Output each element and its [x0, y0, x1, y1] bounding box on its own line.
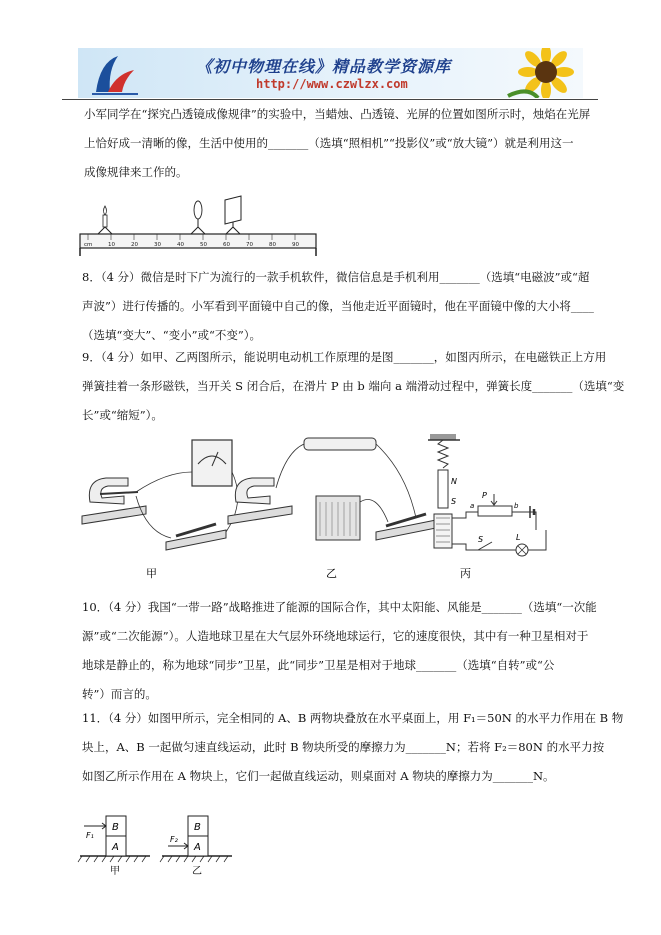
ruler-tick-label: cm [84, 242, 93, 248]
question-line: 10．（4 分）我国“一带一路”战略推进了能源的国际合作，其中太阳能、风能是_______（选填“一次能 [82, 600, 597, 614]
force-f2-label: F₂ [170, 835, 178, 844]
logo-icon [90, 52, 140, 96]
block-b-label: B [194, 822, 201, 833]
ruler-tick-label: 40 [177, 242, 184, 248]
question-line: 成像规律来工作的。 [84, 165, 188, 179]
question-line: （选填“变大”、“变小”或“不变”）。 [82, 328, 262, 342]
force-f1-label: F₁ [86, 831, 94, 840]
slider-p-label: P [482, 491, 487, 500]
blocks-label-jia: 甲 [110, 866, 120, 877]
question-7 [84, 100, 604, 187]
block-b-label: B [112, 822, 119, 833]
question-11 [62, 704, 624, 791]
lamp-l-label: L [516, 533, 521, 542]
question-line: 转”）而言的。 [82, 687, 157, 701]
switch-s-label: S [478, 535, 484, 544]
question-10 [62, 593, 604, 709]
magnet-pole-n: N [451, 477, 457, 486]
ruler-tick-label: 70 [246, 242, 253, 248]
site-name: 《初中物理在线》精品教学资源库 [196, 57, 452, 76]
question-9 [62, 343, 625, 430]
question-line: 上恰好成一清晰的像，生活中使用的_______（选填“照相机”“投影仪”或“放大镜”）就是利用这一 [84, 136, 574, 150]
question-line: 9．（4 分）如甲、乙两图所示，能说明电动机工作原理的是图_______，如图丙所示，在电磁铁正上方用 [82, 350, 607, 364]
question-line: 小军同学在“探究凸透镜成像规律”的实验中，当蜡烛、凸透镜、光屏的位置如图所示时，烛焰在光屏 [84, 107, 591, 121]
question-line: 块上，A、B 一起做匀速直线运动，此时 B 物块所受的摩擦力为_______N；若将 F₂＝80N 的水平力按 [82, 740, 605, 754]
figure-label-bing: 丙 [460, 567, 471, 580]
ruler-tick-label: 20 [131, 242, 138, 248]
candle-icon [98, 206, 112, 234]
magnet-pole-s: S [451, 497, 457, 506]
question-8 [62, 263, 604, 350]
question-line: 如图乙所示作用在 A 物块上，它们一起做直线运动，则桌面对 A 物块的摩擦力为_______N。 [82, 769, 555, 783]
question-line: 地球是静止的，称为地球“同步”卫星，此“同步”卫星是相对于地球_______（选填“自转”或“公 [82, 658, 555, 672]
sunflower-icon [508, 48, 583, 98]
ruler-tick-label: 80 [269, 242, 276, 248]
question-line: 11．（4 分）如图甲所示，完全相同的 A、B 两物块叠放在水平桌面上，用 F₁＝50N 的水平力作用在 B 物 [82, 711, 624, 725]
figure-label-yi: 乙 [326, 567, 337, 580]
stacked-blocks-figure [78, 804, 238, 880]
light-screen-icon [225, 196, 241, 234]
header-banner [78, 48, 583, 98]
block-a-label: A [194, 842, 201, 853]
optical-bench-figure [78, 196, 318, 258]
figure-jia [82, 440, 238, 580]
site-url[interactable]: http://www.czwlzx.com [256, 77, 408, 91]
ruler-tick-label: 30 [154, 242, 161, 248]
convex-lens-icon [191, 201, 205, 234]
blocks-label-yi: 乙 [192, 866, 202, 877]
block-a-label: A [112, 842, 119, 853]
ruler-tick-label: 90 [292, 242, 299, 248]
ruler-tick-label: 50 [200, 242, 207, 248]
question-line: 8．（4 分）微信是时下广为流行的一款手机软件，微信信息是手机利用_______（选填“电磁波”或“超 [82, 270, 590, 284]
end-b-label: b [514, 502, 519, 510]
question-line: 声波”）进行传播的。小军看到平面镜中自己的像，当他走近平面镜时，他在平面镜中像的大小将____ [82, 299, 594, 313]
figure-label-jia: 甲 [146, 567, 157, 580]
end-a-label: a [470, 502, 475, 510]
circuit-figure [76, 432, 586, 584]
question-line: 弹簧挂着一条形磁铁，当开关 S 闭合后，在滑片 P 由 b 端向 a 端滑动过程中，弹簧长度_______（选填“变 [82, 379, 625, 393]
question-line: 长”或“缩短”）。 [82, 408, 163, 422]
ruler-tick-label: 60 [223, 242, 230, 248]
question-line: 源”或“二次能源”）。人造地球卫星在大气层外环绕地球运行，它的速度很快，其中有一种卫星相对于 [82, 629, 589, 643]
figure-bing [428, 434, 546, 580]
figure-yi [228, 438, 436, 580]
ruler-tick-label: 10 [108, 242, 115, 248]
